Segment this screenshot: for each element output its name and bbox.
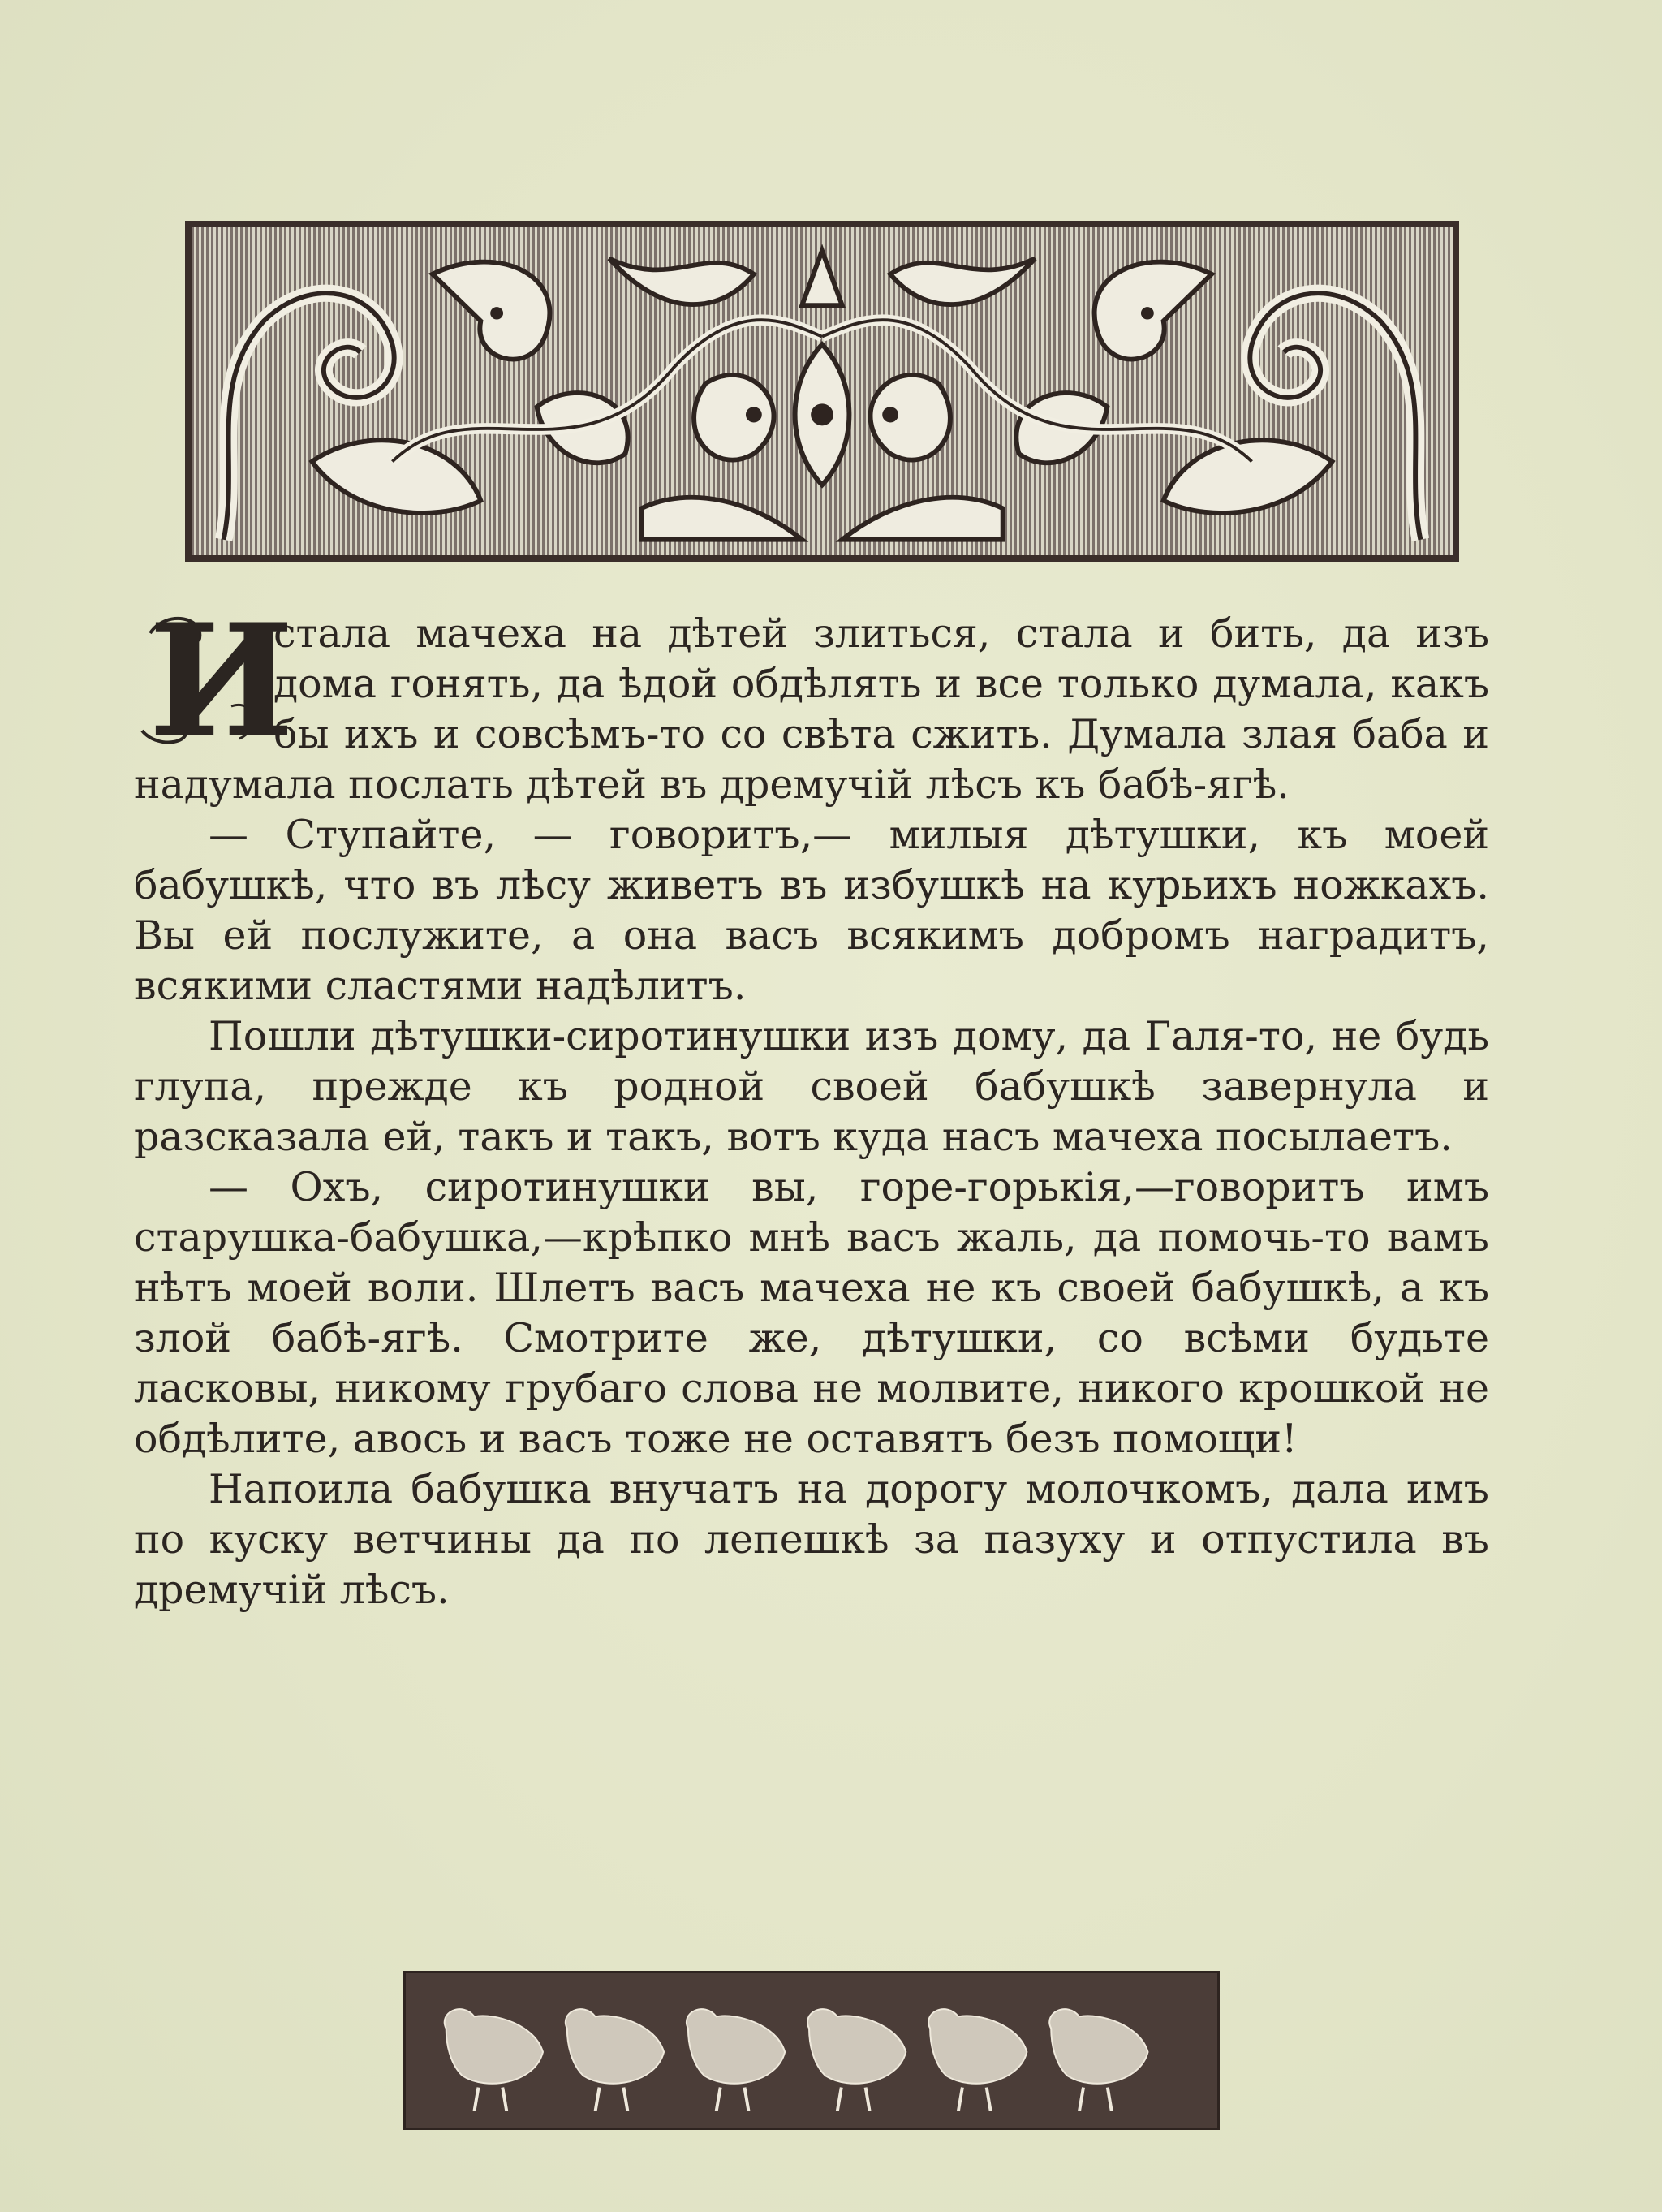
paragraph: Напоила бабушка внучатъ на дорогу молочкомъ, дала имъ по куску ветчины да по лепешкѣ за пазуху и отпустила въ дремучій лѣсъ. (134, 1466, 1489, 1613)
drop-cap-letter: И (149, 590, 295, 771)
paragraph: Пошли дѣтушки-сиротинушки изъ дому, да Галя-то, не будь глупа, прежде къ родной своей бабушкѣ завернула и разсказала ей, такъ и такъ, вотъ куда насъ мачеха посылаетъ. (134, 1013, 1489, 1160)
ornamental-headpiece (185, 221, 1459, 562)
paragraph: — Охъ, сиротинушки вы, горе-горькія,—говоритъ имъ старушка-бабушка,—крѣпко мнѣ васъ жаль, да помочь-то вамъ нѣтъ моей воли. Шлетъ васъ мачеха не къ своей бабушкѣ, а къ злой бабѣ-ягѣ. Смотрите же, дѣтушки, со всѣми будьте ласковы, никому грубаго слова не молвите, никого крошкой не обдѣлите, авось и васъ тоже не оставятъ безъ помощи! (134, 1164, 1489, 1462)
tailpiece-birds (403, 1971, 1220, 2130)
paragraph: И стала мачеха на дѣтей злиться, стала и бить, да изъ дома гонять, да ѣдой обдѣлять и все только думала, какъ бы ихъ и совсѣмъ-то со свѣта сжить. Думала злая баба и надумала послать дѣтей въ дремучій лѣсъ къ бабѣ-ягѣ. (134, 590, 1489, 808)
birds-frieze-icon (406, 1973, 1217, 2128)
drop-cap (134, 590, 295, 771)
story-text (134, 590, 1489, 1615)
floral-ornament-icon (192, 227, 1453, 555)
paragraph: — Ступайте, — говоритъ,— милыя дѣтушки, къ моей бабушкѣ, что въ лѣсу живетъ въ избушкѣ на курьихъ ножкахъ. Вы ей послужите, а она васъ всякимъ добромъ наградитъ, всякими сластями надѣлитъ. (134, 812, 1489, 1009)
